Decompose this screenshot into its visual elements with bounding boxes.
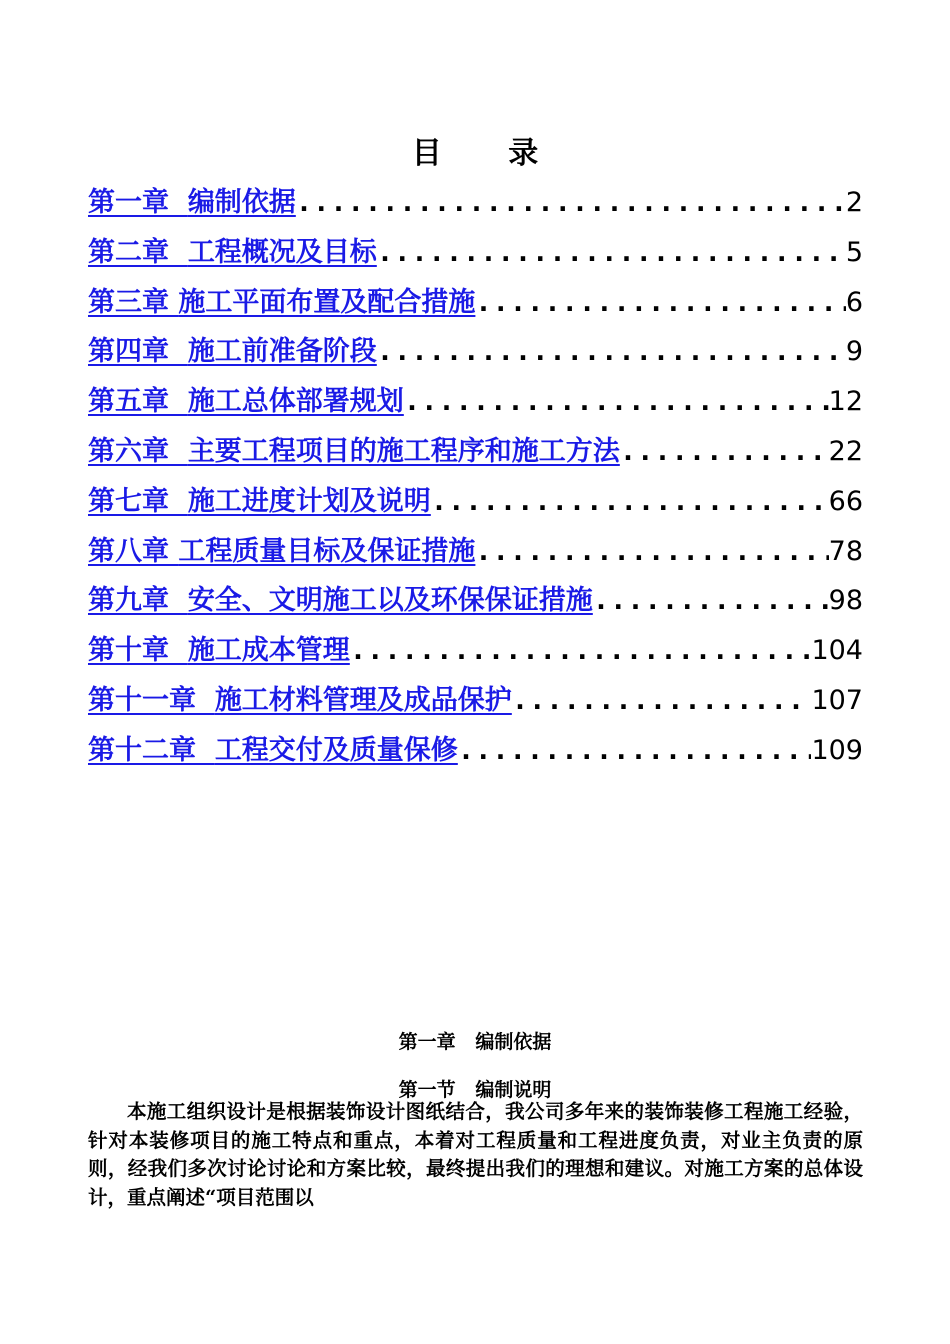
- toc-chapter-title: 施工成本管理: [187, 635, 350, 667]
- toc-chapter-title: 工程质量目标及保证措施: [178, 535, 476, 567]
- toc-chapter-number: 第一章: [88, 187, 169, 218]
- toc-entry-2: [88, 230, 863, 280]
- toc-gap: [196, 685, 215, 716]
- toc-entry-1: [88, 180, 863, 230]
- toc-gap: [196, 735, 215, 766]
- toc-link-chapter-5[interactable]: [88, 379, 404, 418]
- toc-entry-7: [88, 479, 863, 529]
- toc-page-number: 66: [828, 485, 863, 517]
- toc-entry-4: [88, 329, 863, 379]
- toc-chapter-number: 第四章: [88, 336, 169, 368]
- toc-chapter-number: 第十一章: [88, 684, 196, 716]
- toc-page-number: 5: [845, 236, 863, 268]
- toc-chapter-number: 第九章: [88, 585, 169, 617]
- toc-dot-leader: [458, 735, 812, 766]
- toc-dot-leader: [377, 237, 846, 268]
- toc-entry-8: [88, 529, 863, 579]
- toc-gap: [169, 536, 178, 567]
- toc-dot-leader: [404, 386, 829, 417]
- toc-gap: [169, 486, 188, 517]
- toc-chapter-number: 第七章: [88, 485, 169, 517]
- toc-dot-leader: [475, 536, 828, 567]
- toc-page-number: 6: [845, 286, 863, 318]
- toc-link-chapter-11[interactable]: [88, 678, 512, 717]
- toc-chapter-number: 第二章: [88, 236, 169, 268]
- toc-dot-leader: [350, 635, 812, 666]
- toc-chapter-number: 第十二章: [88, 734, 196, 766]
- toc-gap: [169, 287, 178, 318]
- toc-link-chapter-3[interactable]: [88, 280, 475, 319]
- toc-entry-6: [88, 429, 863, 479]
- toc-link-chapter-4[interactable]: [88, 329, 377, 368]
- toc-gap: [169, 187, 188, 218]
- toc-link-chapter-10[interactable]: [88, 628, 350, 667]
- toc-chapter-number: 第八章: [88, 535, 169, 567]
- toc-link-chapter-12[interactable]: [88, 728, 458, 767]
- toc-chapter-number: 第十章: [88, 635, 169, 667]
- toc-page-number: 104: [811, 635, 863, 667]
- toc-gap: [169, 237, 188, 268]
- toc-page-number: 9: [845, 336, 863, 368]
- toc-page-number: 12: [828, 386, 863, 418]
- toc-gap: [169, 585, 188, 616]
- toc-chapter-number: 第五章: [88, 386, 169, 418]
- toc-link-chapter-6[interactable]: [88, 429, 620, 468]
- toc-dot-leader: [377, 336, 846, 367]
- toc-chapter-number: 第三章: [88, 286, 169, 318]
- toc-entry-10: [88, 628, 863, 678]
- toc-chapter-title: 工程交付及质量保修: [214, 734, 458, 766]
- toc-link-chapter-2[interactable]: [88, 230, 377, 269]
- toc-chapter-title: 施工总体部署规划: [187, 386, 404, 418]
- toc-chapter-number: 第六章: [88, 435, 169, 467]
- toc-page-number: 107: [811, 684, 863, 716]
- chapter-heading: 第一章 编制依据: [398, 1031, 552, 1053]
- toc-page-number: 2: [845, 187, 863, 218]
- toc-chapter-title: 安全、文明施工以及环保保证措施: [187, 585, 593, 617]
- toc-dot-leader: [593, 585, 829, 616]
- toc-chapter-title: 工程概况及目标: [187, 236, 377, 268]
- toc-entry-5: [88, 379, 863, 429]
- toc-dot-leader: [431, 486, 829, 517]
- toc-entry-3: [88, 280, 863, 330]
- toc-chapter-title: 施工前准备阶段: [187, 336, 377, 368]
- toc-page-number: 22: [828, 435, 863, 467]
- toc-chapter-title: 施工材料管理及成品保护: [214, 684, 512, 716]
- toc-link-chapter-8[interactable]: [88, 529, 475, 568]
- table-of-contents: [88, 180, 863, 778]
- body-paragraph: 本施工组织设计是根据装饰设计图纸结合，我公司多年来的装饰装修工程施工经验，针对本装修项目的施工特点和重点，本着对工程质量和工程进度负责，对业主负责的原则，经我们多次讨论讨论和方案比较，最终提出我们的理想和建议。对施工方案的总体设计，重点阐述“项目范围以: [88, 1100, 863, 1209]
- toc-chapter-title: 编制依据: [187, 187, 296, 218]
- toc-page-number: 78: [828, 535, 863, 567]
- toc-gap: [169, 436, 188, 467]
- toc-chapter-title: 施工平面布置及配合措施: [178, 286, 476, 318]
- toc-dot-leader: [475, 287, 845, 318]
- toc-dot-leader: [512, 685, 812, 716]
- toc-gap: [169, 386, 188, 417]
- toc-entry-12: [88, 728, 863, 778]
- toc-chapter-title: 施工进度计划及说明: [187, 485, 431, 517]
- toc-entry-9: [88, 578, 863, 628]
- toc-link-chapter-9[interactable]: [88, 578, 593, 617]
- toc-dot-leader: [620, 436, 829, 467]
- toc-page-number: 109: [811, 734, 863, 766]
- toc-page-number: 98: [828, 585, 863, 617]
- toc-title: 目 录: [411, 136, 567, 171]
- toc-link-chapter-1[interactable]: [88, 180, 296, 219]
- toc-dot-leader: [296, 187, 846, 218]
- toc-link-chapter-7[interactable]: [88, 479, 431, 518]
- toc-gap: [169, 635, 188, 666]
- toc-chapter-title: 主要工程项目的施工程序和施工方法: [187, 435, 620, 467]
- toc-entry-11: [88, 678, 863, 728]
- section-heading: 第一节 编制说明: [398, 1079, 552, 1101]
- toc-gap: [169, 336, 188, 367]
